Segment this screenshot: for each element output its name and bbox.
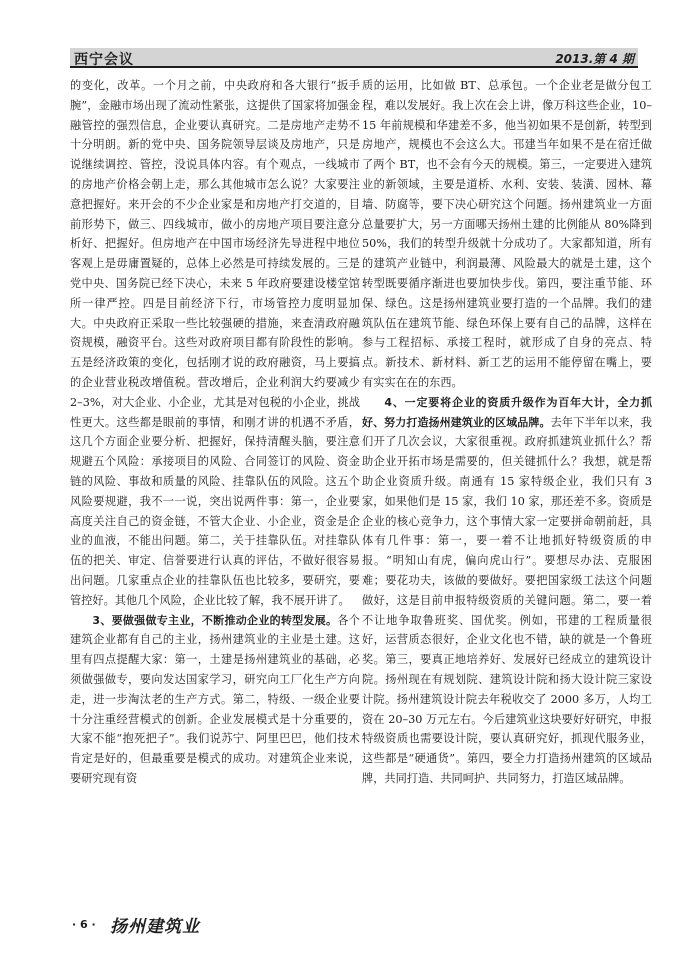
left-paragraph-1: 的变化，改革。一个月之前，中央政府和各大银行“扳手腕”，金融市场出现了流动性紧张，这提供了国家将加强金融管控的强烈信息，企业要认真研究。二是房地产走势不十分明朗。新的党中央、国务院领导层谈及房地产，只是说继续调控、管控，没说具体内容。有个观点，一线城市的房地产价格会朝上走，那么其他城市怎么说？大家要注意把握好。来开会的不少企业家是和房地产打交道的，目前形势下，做三、四线城市，做小的房地产项目要注意分析好、把握好。但房地产在中国市场经济先导进程中地位客观上是毋庸置疑的，总体上必然是可持续发展的。三是党中央、国务院已经下决心，未来 5 年政府要建设楼堂馆所一律严控。四是目前经济下行，市场管控力度明显加大。中央政府正采取一些比较强硬的措施，来查清政府融资规模，融资平台。这些对政府项目都有阶段性的影响。五是经济政策的变化，包括刚才说的政府融资，马上要搞的企业营业税改增值税。营改增后，企业利润大约要减少 2–3%，对大企业、小企业，尤其是对包税的小企业，挑战性更大。这些都是眼前的事情，和刚才讲的机遇不矛盾，这几个方面企业要分析、把握好，保持清醒头脑，要注意规避五个风险：承接项目的风险、合同签订的风险、资金链的风险、事故和质量的风险、挂靠队伍的风险。这五个风险要规避，我不一一说，突出说两件事：第一，企业要高度关注自己的资金链，不管大企业、小企业，资金是企业的血液，不能出问题。第二，关于挂靠队伍。对挂靠队伍的把关、审定、信誉要进行认真的评估，不做好很容易出问题。几家重点企业的挂靠队伍也比较多，要研究，要管控好。其他几个风险，企业比较了解，我不展开讲了。	[70, 79, 360, 607]
section-3-heading: 3、要做强做专主业，不断推动企业的转型发展。	[92, 613, 338, 627]
issue-label: 2013.第 4 期	[555, 52, 634, 66]
magazine-logo: 扬州建筑业	[110, 917, 200, 937]
right-column	[362, 76, 652, 896]
running-header	[70, 48, 638, 68]
section-3-body: 各个建筑企业都有自己的主业，扬州建筑业的主业是土建。这里有四点提醒大家：第一，土建是扬州建筑业的基础，必须做强做专，要向发达国家学习，研究向工厂化生产方向走，进一步淘汰老的生产方式。第二，特级、一级企业要十分注重经营模式的创新。企业发展模式是十分重要的，大家不能“抱死把子”。我们说苏宁、阿里巴巴，他们技术肯定是好的，但最重要是模式的成功。对建筑企业来说，要研究现有资	[70, 613, 360, 785]
section-4-body: 去年下半年以来，我们开了几次会议，大家很重视。政府抓建筑业抓什么？帮助企业开拓市场是需要的，但关键抓什么？我想，就是帮助企业资质升级。南通有 15 家特级企业，我们只有 3 家，如果他们是 15 家，我们 10 家，那还差不多。资质是企业的核心竞争力，这个事情大家一定要拼命朝前赶，具体有几件事：第一，要一着不让地抓好特级资质的申报。“明知山有虎，偏向虎山行”。要想尽办法、克服困难；要花功夫，该做的要做好。要把国家级工法这个问题做好，这是目前申报特级资质的关键问题。第二，要一着不让地争取鲁班奖、国优奖。例如，邗建的工程质量很好，运营质态很好，企业文化也不错，缺的就是一个鲁班奖。第三，要真正地培养好、发展好已经成立的建筑设计院。扬州现在有规划院、建筑设计院和扬大设计院三家设计院。扬州建筑设计院去年税收交了 2000 多万，人均工资在 20–30 万元左右。今后建筑业这块要好好研究，申报特级资质也需要设计院，要认真研究好，抓现代服务业，这些都是“硬通货”。第四，要全力打造扬州建筑的区域品牌，共同打造、共同呵护、共同努力，打造区域品牌。	[362, 415, 652, 785]
section-4-heading: 4、一定要将企业的资质升级作为百年大计，全力抓好、努力打造扬州建筑业的区域品牌。	[362, 395, 652, 429]
section-3-paragraph	[70, 611, 360, 789]
left-column	[70, 76, 360, 896]
section-4-paragraph	[362, 393, 652, 789]
page-number: · 6 ·	[72, 918, 96, 931]
journal-section-title: 西宁会议	[74, 52, 134, 68]
right-paragraph-1: 质的运用，比如做 BT、总承包。一个企业老是做分包工程，难以发展好。我上次在会上讲，像万科这些企业，10–15 年前规模和华建差不多，他当初如果不是创新，转型到房地产，规模也不会这么大。邗建当年如果不是在宿迁做了两个 BT，也不会有今天的规模。第三，一定要进入建筑业的新领域，主要是道桥、水利、安装、装潢、园林、幕墙、防腐等，要下决心研究这个问题。扬州建筑业一方面总量要扩大，另一方面哪天扬州土建的比例能从 80%降到 50%，我们的转型升级就十分成功了。大家都知道，所有的建筑产业链中，利润最薄、风险最大的就是土建，这个转型既要循序渐进也要加快步伐。第四，要注重节能、环保、绿色。这是扬州建筑业要打造的一个品牌。我们的建筑队伍在建筑节能、绿色环保上要有自己的品牌，这样在参与工程招标、承接工程时，就形成了自身的亮点、特点。新技术、新材料、新工艺的运用不能停留在嘴上，要有实实在在的东西。	[362, 79, 652, 389]
